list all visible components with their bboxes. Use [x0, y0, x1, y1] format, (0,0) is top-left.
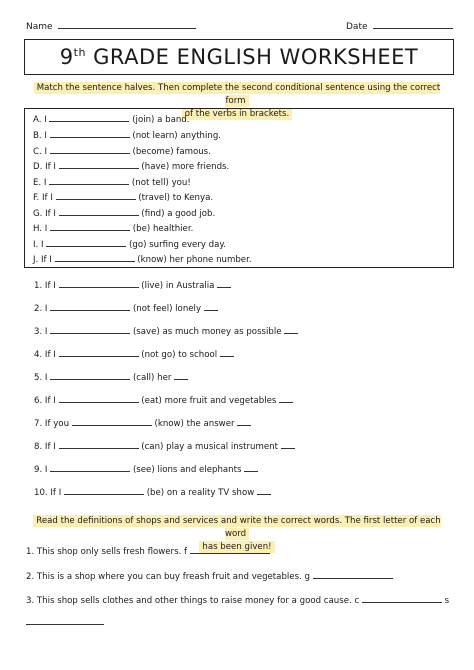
item-label: I. I	[33, 240, 44, 250]
numbered-item	[34, 348, 234, 360]
item-text: more fruit and vegetables	[164, 396, 277, 406]
item-text: lonely	[175, 304, 202, 314]
item-text: a good job.	[167, 209, 216, 219]
match-item	[33, 253, 252, 265]
item-label: 6. If I	[34, 396, 56, 406]
item-label: E. I	[33, 178, 47, 188]
item-label: A. I	[33, 115, 47, 125]
answer-blank[interactable]	[59, 279, 139, 288]
item-verb: (know)	[137, 255, 167, 265]
item-text: as much money as possible	[162, 327, 282, 337]
item-text: play a musical instrument	[166, 442, 278, 452]
match-item	[33, 222, 193, 234]
item-label: 2. I	[34, 304, 48, 314]
definition-text: 2. This is a shop where you can buy freash fruit and vegetables. g	[26, 572, 310, 582]
match-item	[33, 113, 189, 125]
item-label: C. I	[33, 147, 47, 157]
answer-blank[interactable]	[56, 191, 136, 200]
item-verb: (be)	[146, 488, 165, 498]
answer-blank[interactable]	[49, 176, 129, 185]
answer-blank[interactable]	[26, 616, 104, 625]
item-label: 7. If you	[34, 419, 70, 429]
answer-blank[interactable]	[59, 160, 139, 169]
match-letter-blank[interactable]	[244, 463, 258, 472]
match-letter-blank[interactable]	[174, 371, 188, 380]
match-letter-blank[interactable]	[220, 348, 234, 357]
match-item	[33, 160, 229, 172]
page-title	[60, 45, 418, 69]
item-label: 4. If I	[34, 350, 56, 360]
definition-continuation	[26, 616, 104, 628]
numbered-item	[34, 394, 293, 406]
instructions-line-2: has been given!	[199, 541, 274, 553]
date-line[interactable]	[373, 20, 453, 29]
answer-blank[interactable]	[64, 486, 144, 495]
answer-blank[interactable]	[50, 302, 130, 311]
item-verb: (be)	[132, 224, 151, 234]
match-item	[33, 238, 226, 250]
item-label: 8. If I	[34, 442, 56, 452]
item-text: healthier.	[152, 224, 194, 234]
match-letter-blank[interactable]	[279, 394, 293, 403]
item-verb: (not learn)	[132, 131, 178, 141]
item-label: 10. If I	[34, 488, 62, 498]
title-box	[24, 39, 454, 75]
item-text: in Australia	[165, 281, 215, 291]
item-label: G. If I	[33, 209, 56, 219]
name-line[interactable]	[58, 20, 196, 29]
instructions-line-2: of the verbs in brackets.	[182, 108, 293, 120]
item-verb: (save)	[132, 327, 160, 337]
match-letter-blank[interactable]	[284, 325, 298, 334]
item-text: her phone number.	[169, 255, 252, 265]
definition-text: 3. This shop sells clothes and other things to raise money for a good cause. c	[26, 596, 360, 606]
match-item	[33, 207, 215, 219]
item-verb: (find)	[141, 209, 165, 219]
definition-item	[26, 570, 393, 582]
item-text: on a reality TV show	[166, 488, 255, 498]
item-verb: (go)	[129, 240, 147, 250]
definition-item	[26, 545, 270, 557]
answer-blank[interactable]	[59, 440, 139, 449]
item-verb: (have)	[141, 162, 170, 172]
match-letter-blank[interactable]	[204, 302, 218, 311]
match-item	[33, 129, 221, 141]
definition-item	[26, 594, 449, 606]
item-verb: (see)	[132, 465, 155, 475]
match-item	[33, 145, 211, 157]
grade-suffix: th	[73, 46, 86, 59]
title-text: GRADE ENGLISH WORKSHEET	[85, 45, 419, 69]
match-letter-blank[interactable]	[217, 279, 231, 288]
numbered-item	[34, 486, 271, 498]
answer-blank[interactable]	[50, 463, 130, 472]
answer-blank[interactable]	[362, 594, 442, 603]
match-letter-blank[interactable]	[281, 440, 295, 449]
item-text: surfing every day.	[149, 240, 226, 250]
item-verb: (call)	[132, 373, 155, 383]
numbered-item	[34, 325, 298, 337]
answer-blank[interactable]	[50, 325, 130, 334]
item-verb: (join)	[132, 115, 155, 125]
item-text: a band.	[157, 115, 190, 125]
item-verb: (become)	[132, 147, 174, 157]
match-item	[33, 191, 213, 203]
answer-blank[interactable]	[190, 545, 270, 554]
item-text: famous.	[176, 147, 211, 157]
date-label: Date	[346, 22, 368, 32]
item-label: D. If I	[33, 162, 56, 172]
item-verb: (eat)	[141, 396, 162, 406]
item-verb: (can)	[141, 442, 164, 452]
answer-blank[interactable]	[50, 129, 130, 138]
numbered-item	[34, 279, 231, 291]
answer-blank[interactable]	[50, 145, 130, 154]
definition-text: 1. This shop only sells fresh flowers. f	[26, 547, 188, 557]
numbered-item	[34, 463, 258, 475]
answer-blank[interactable]	[59, 207, 139, 216]
numbered-item	[34, 440, 295, 452]
item-label: 9. I	[34, 465, 48, 475]
answer-blank[interactable]	[55, 253, 135, 262]
answer-blank[interactable]	[50, 371, 130, 380]
name-field	[26, 20, 196, 32]
match-letter-blank[interactable]	[257, 486, 271, 495]
item-verb: (not feel)	[132, 304, 173, 314]
definition-tail-letter: s	[444, 596, 450, 606]
item-text: lions and elephants	[157, 465, 242, 475]
item-text: the answer	[186, 419, 235, 429]
item-label: 1. If I	[34, 281, 56, 291]
item-text: to Kenya.	[172, 193, 214, 203]
answer-blank[interactable]	[72, 417, 152, 426]
item-text: anything.	[180, 131, 222, 141]
answer-blank[interactable]	[49, 113, 129, 122]
answer-blank[interactable]	[46, 238, 126, 247]
item-verb: (not go)	[141, 350, 176, 360]
item-text: more friends.	[171, 162, 230, 172]
numbered-item	[34, 302, 218, 314]
instructions-line-1: Read the definitions of shops and services and write the correct words. The first letter of each word	[33, 515, 440, 540]
item-label: B. I	[33, 131, 47, 141]
numbered-item	[34, 371, 188, 383]
item-label: 3. I	[34, 327, 48, 337]
date-field	[346, 20, 453, 32]
answer-blank[interactable]	[50, 222, 130, 231]
numbered-item	[34, 417, 251, 429]
item-verb: (live)	[141, 281, 164, 291]
item-label: J. If I	[33, 255, 52, 265]
item-text: to school	[178, 350, 218, 360]
grade-number: 9	[59, 45, 74, 69]
item-text: her	[157, 373, 172, 383]
match-letter-blank[interactable]	[237, 417, 251, 426]
instructions-line-1: Match the sentence halves. Then complete the second conditional sentence using the correct form	[34, 82, 441, 107]
item-verb: (know)	[154, 419, 184, 429]
answer-blank[interactable]	[313, 570, 393, 579]
item-verb: (not tell)	[131, 178, 169, 188]
answer-blank[interactable]	[59, 394, 139, 403]
answer-blank[interactable]	[59, 348, 139, 357]
match-item	[33, 176, 191, 188]
name-label: Name	[26, 22, 53, 32]
item-label: H. I	[33, 224, 48, 234]
match-box	[24, 108, 454, 268]
item-verb: (travel)	[138, 193, 170, 203]
item-label: 5. I	[34, 373, 48, 383]
item-text: you!	[171, 178, 191, 188]
item-label: F. If I	[33, 193, 53, 203]
